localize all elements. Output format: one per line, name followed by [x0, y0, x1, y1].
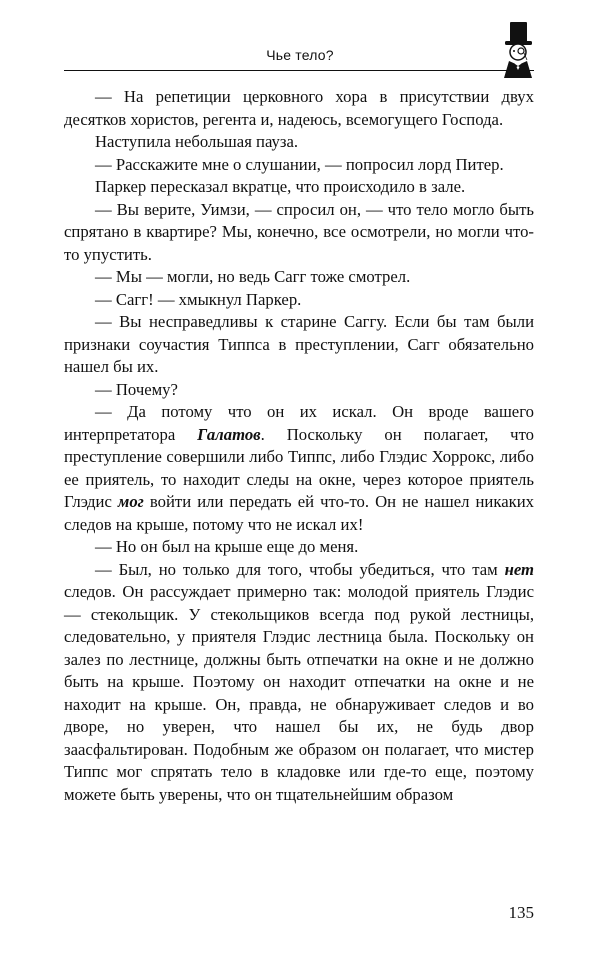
paragraph: [64, 131, 534, 154]
paragraph-text: — Почему?: [95, 379, 178, 399]
italic-word: нет: [504, 559, 534, 579]
paragraph: [64, 311, 534, 379]
page-body-text: [64, 86, 534, 806]
paragraph: [64, 176, 534, 199]
paragraph: [64, 199, 534, 267]
top-hat-gentleman-icon: [496, 20, 540, 80]
italic-word: мог: [117, 492, 144, 511]
paragraph-text: — Сагг! — хмыкнул Паркер.: [95, 289, 302, 309]
italic-word: Галатов: [197, 424, 261, 444]
paragraph: [64, 86, 534, 131]
running-header-title: Чье тело?: [266, 47, 334, 63]
paragraph: [64, 536, 534, 559]
page-number: 135: [508, 903, 534, 922]
paragraph-text: войти или передать ей что-то. Он не нашел никаких следов на крыше, потому что не искал их!: [64, 492, 534, 534]
paragraph-text: следов. Он рассуждает примерно так: молодой приятель Глэдис — стекольщик. У стекольщиков всегда под рукой лестницы, следовательно, у приятеля Глэдис лестница была. Поскольку он залез по лестнице, должны быть отпечатки на окне и не должно быть на крыше. Поэтому он находит отпечатки на окне и не находит на крыше. Он, правда, не обнаруживает следов и во дворе, но уверен, что нашел бы их, не будь двор заасфальтирован. Подобным же образом он полагает, что мистер Типпс мог спрятать тело в кладовке или где-то еще, поэтому можете быть уверены, что он тщательнейшим образом: [64, 582, 534, 804]
paragraph-text: Наступила небольшая пауза.: [95, 132, 299, 151]
paragraph: [64, 559, 534, 807]
paragraph: [64, 289, 534, 312]
paragraph-text: . Поскольку он полагает, что преступление совершили либо Типпс, либо Глэдис Хоррокс, либо ее приятель, то находит следы на окне, через которое приятель Глэдис: [64, 424, 534, 511]
paragraph-text: — Мы — могли, но ведь Сагг тоже смотрел.: [95, 267, 411, 286]
paragraph: [64, 154, 534, 177]
paragraph-text: — Вы несправедливы к старине Саггу. Если бы там были признаки соучастия Типпса в преступлении, Сагг обязательно нашел бы их.: [64, 312, 534, 376]
paragraph: [64, 266, 534, 289]
header-rule: [64, 70, 534, 71]
paragraph-text: — Расскажите мне о слушании, — попросил лорд Питер.: [95, 154, 504, 174]
paragraph-text: — Был, но только для того, чтобы убедиться, что там: [95, 559, 505, 579]
paragraph: [64, 401, 534, 536]
paragraph-text: Паркер пересказал вкратце, что происходило в зале.: [95, 177, 466, 196]
paragraph: [64, 379, 534, 402]
paragraph-text: — На репетиции церковного хора в присутствии двух десятков хористов, регента и, надеюсь, всемогущего Господа.: [64, 87, 534, 129]
paragraph-text: — Да потому что он их искал. Он вроде вашего интерпретатора: [64, 402, 534, 444]
paragraph-text: — Вы верите, Уимзи, — спросил он, — что тело могло быть спрятано в квартире? Мы, конечно, все осмотрели, но могли что-то упустить.: [64, 199, 534, 264]
paragraph-text: — Но он был на крыше еще до меня.: [95, 537, 359, 556]
